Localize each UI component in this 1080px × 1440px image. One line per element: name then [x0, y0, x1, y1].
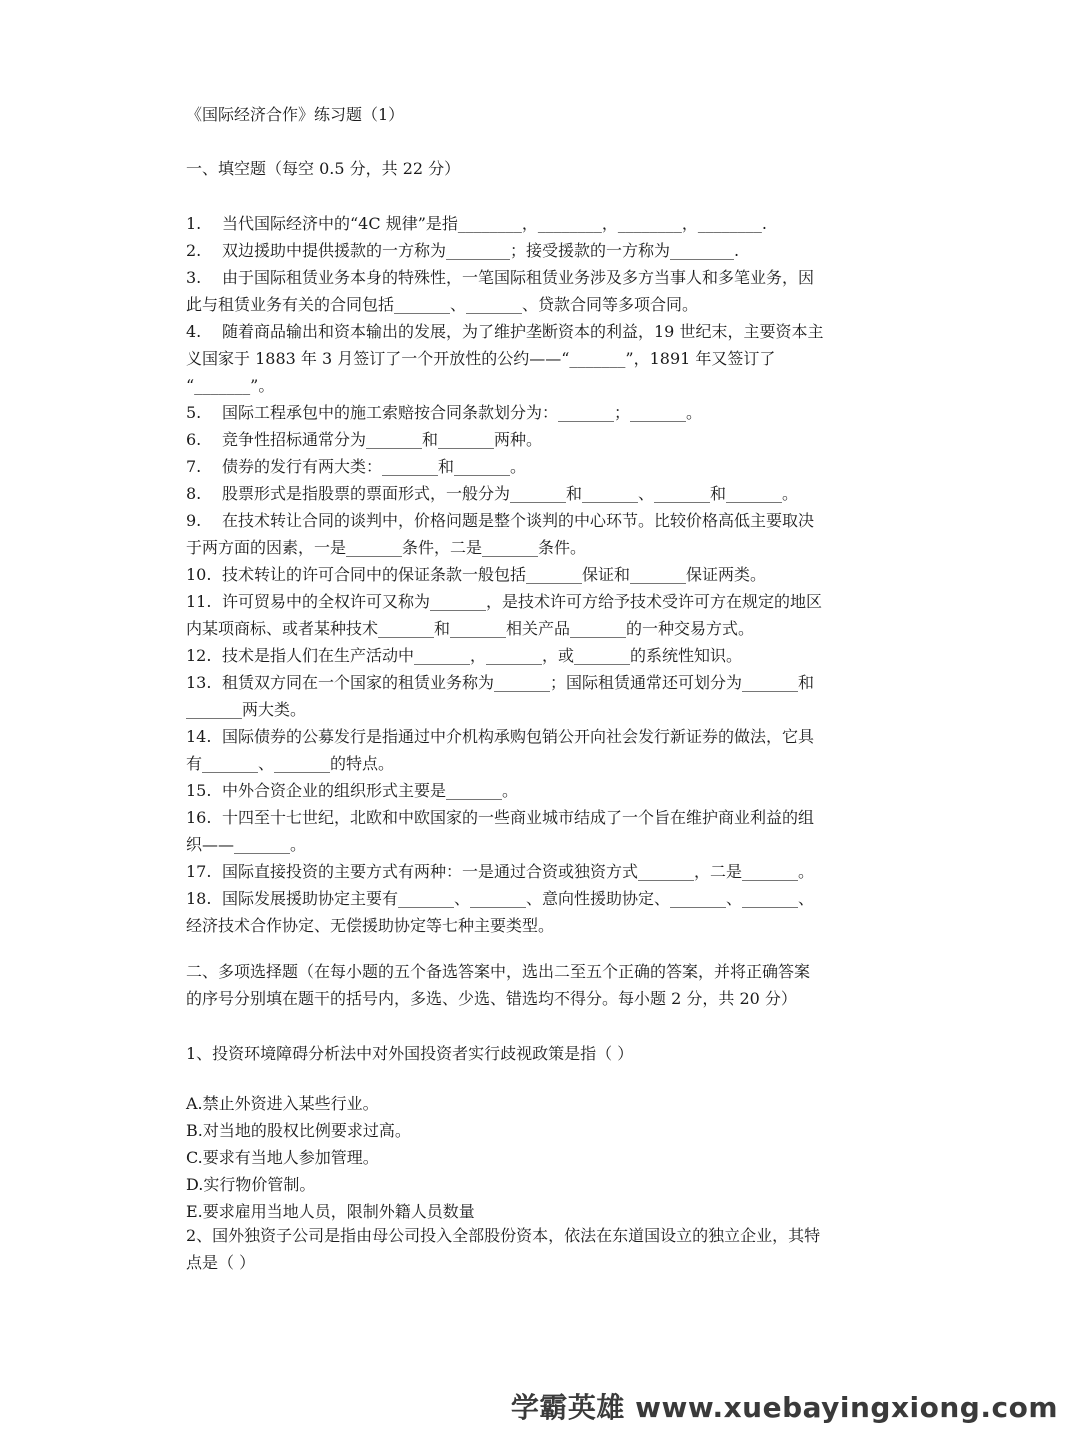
- fill-item-text: 随着商品输出和资本输出的发展，为了维护垄断资本的利益，19 世纪末，主要资本主: [222, 322, 824, 341]
- document-title: 《国际经济合作》练习题（1）: [186, 105, 405, 124]
- fill-item-line: [186, 561, 896, 588]
- fill-item-text: 双边援助中提供援款的一方称为________；接受援款的一方称为________.: [222, 241, 740, 260]
- fill-item-line: [186, 210, 896, 237]
- fill-item-line: [186, 777, 896, 804]
- fill-item-text: 许可贸易中的全权许可又称为_______，是技术许可方给予技术受许可方在规定的地区: [222, 592, 823, 611]
- fill-item-line: [186, 615, 896, 642]
- fill-item-line: [186, 372, 896, 399]
- fill-item-text: “_______”。: [186, 376, 275, 395]
- fill-item-line: [186, 453, 896, 480]
- fill-item-number: 2.: [186, 241, 202, 260]
- fill-item-number: 13.: [186, 673, 212, 692]
- fill-item-text: 织——_______。: [186, 835, 307, 854]
- fill-item-text: 国际直接投资的主要方式有两种：一是通过合资或独资方式_______，二是_______。: [222, 862, 815, 881]
- mc-question-2: [186, 1222, 898, 1276]
- fill-item-number: 11.: [186, 592, 212, 611]
- fill-item-line: [186, 480, 896, 507]
- fill-item-line: [186, 696, 896, 723]
- fill-item-line: [186, 804, 896, 831]
- fill-item-text: 技术是指人们在生产活动中_______，_______，或_______的系统性知识。: [222, 646, 743, 665]
- fill-item: [186, 237, 896, 264]
- fill-item-number: 6.: [186, 430, 202, 449]
- fill-item: [186, 669, 896, 723]
- fill-item-line: [186, 885, 896, 912]
- fill-item-line: [186, 534, 896, 561]
- fill-item-number: 1.: [186, 214, 202, 233]
- fill-item-number: 14.: [186, 727, 212, 746]
- fill-item: [186, 264, 896, 318]
- option-d: D.实行物价管制。: [186, 1175, 316, 1194]
- fill-item: [186, 399, 896, 426]
- fill-item-text: 由于国际租赁业务本身的特殊性，一笔国际租赁业务涉及多方当事人和多笔业务，因: [222, 268, 815, 287]
- fill-item-number: 5.: [186, 403, 202, 422]
- fill-item-line: [186, 912, 896, 939]
- fill-item: [186, 453, 896, 480]
- fill-item-text: 经济技术合作协定、无偿援助协定等七种主要类型。: [186, 916, 555, 935]
- site-watermark: 学霸英雄 www.xuebayingxiong.com: [510, 1391, 1058, 1424]
- fill-item: [186, 426, 896, 453]
- fill-item-number: 16.: [186, 808, 212, 827]
- mc-question-1: [186, 1040, 898, 1067]
- fill-item: [186, 777, 896, 804]
- fill-item-line: [186, 237, 896, 264]
- fill-item: [186, 858, 896, 885]
- fill-item-text: 当代国际经济中的“4C 规律”是指________，________，________，________.: [222, 214, 767, 233]
- fill-item-line: [186, 264, 896, 291]
- fill-item-text: 十四至十七世纪，北欧和中欧国家的一些商业城市结成了一个旨在维护商业利益的组: [222, 808, 815, 827]
- fill-item-line: [186, 669, 896, 696]
- fill-item: [186, 804, 896, 858]
- fill-item-text: 在技术转让合同的谈判中，价格问题是整个谈判的中心环节。比较价格高低主要取决: [222, 511, 815, 530]
- fill-item-line: [186, 345, 896, 372]
- option-c: C.要求有当地人参加管理。: [186, 1148, 379, 1167]
- fill-item-text: 此与租赁业务有关的合同包括_______、_______、贷款合同等多项合同。: [186, 295, 699, 314]
- fill-item-text: 股票形式是指股票的票面形式，一般分为_______和_______、_______和_______。: [222, 484, 799, 503]
- fill-item-text: 租赁双方同在一个国家的租赁业务称为_______；国际租赁通常还可划分为_______和: [222, 673, 815, 692]
- fill-item-number: 15.: [186, 781, 212, 800]
- fill-item-line: [186, 291, 896, 318]
- fill-item-text: 国际债券的公募发行是指通过中介机构承购包销公开向社会发行新证券的做法，它具: [222, 727, 815, 746]
- option-b: B.对当地的股权比例要求过高。: [186, 1121, 411, 1140]
- mc-question-1-text: 1、投资环境障碍分析法中对外国投资者实行歧视政策是指（ ）: [186, 1044, 634, 1063]
- fill-item: [186, 588, 896, 642]
- fill-item-text: 技术转让的许可合同中的保证条款一般包括_______保证和_______保证两类。: [222, 565, 767, 584]
- fill-item-line: [186, 858, 896, 885]
- fill-item: [186, 642, 896, 669]
- fill-item-line: [186, 723, 896, 750]
- fill-item: [186, 885, 896, 939]
- fill-item-number: 12.: [186, 646, 212, 665]
- fill-item-line: [186, 750, 896, 777]
- fill-item-line: [186, 642, 896, 669]
- section2-heading: [186, 958, 898, 1012]
- fill-item-number: 7.: [186, 457, 202, 476]
- fill-item: [186, 723, 896, 777]
- fill-item-line: [186, 318, 896, 345]
- section2-heading-line: 二、多项选择题（在每小题的五个备选答案中，选出二至五个正确的答案，并将正确答案: [186, 962, 811, 981]
- fill-item: [186, 210, 896, 237]
- fill-item-text: 债券的发行有两大类：_______和_______。: [222, 457, 527, 476]
- mc-question-1-options: [186, 1090, 886, 1225]
- fill-item-text: 内某项商标、或者某种技术_______和_______相关产品_______的一种交易方式。: [186, 619, 755, 638]
- fill-item: [186, 507, 896, 561]
- fill-item-number: 8.: [186, 484, 202, 503]
- fill-item-number: 4.: [186, 322, 202, 341]
- mc-question-2-line: 点是（ ）: [186, 1253, 256, 1272]
- fill-item: [186, 318, 896, 399]
- fill-item-number: 10.: [186, 565, 212, 584]
- fill-item-line: [186, 507, 896, 534]
- fill-item-line: [186, 831, 896, 858]
- fill-item-text: 国际发展援助协定主要有_______、_______、意向性援助协定、_______、_______、: [222, 889, 815, 908]
- mc-question-2-line: 2、国外独资子公司是指由母公司投入全部股份资本，依法在东道国设立的独立企业，其特: [186, 1226, 821, 1245]
- fill-item-text: 于两方面的因素，一是_______条件，二是_______条件。: [186, 538, 587, 557]
- fill-item-text: 竞争性招标通常分为_______和_______两种。: [222, 430, 543, 449]
- fill-item-text: _______两大类。: [186, 700, 307, 719]
- fill-item: [186, 480, 896, 507]
- fill-item-text: 国际工程承包中的施工索赔按合同条款划分为：_______；_______。: [222, 403, 703, 422]
- option-e: E.要求雇用当地人员，限制外籍人员数量: [186, 1202, 475, 1221]
- fill-item-number: 3.: [186, 268, 202, 287]
- fill-item-number: 17.: [186, 862, 212, 881]
- fill-item-text: 中外合资企业的组织形式主要是_______。: [222, 781, 519, 800]
- fill-item: [186, 561, 896, 588]
- fill-item-text: 有_______、_______的特点。: [186, 754, 395, 773]
- fill-item-number: 18.: [186, 889, 212, 908]
- fill-item-line: [186, 588, 896, 615]
- section2-heading-line: 的序号分别填在题干的括号内，多选、少选、错选均不得分。每小题 2 分，共 20 分）: [186, 989, 797, 1008]
- fill-item-line: [186, 426, 896, 453]
- section1-heading: 一、填空题（每空 0.5 分，共 22 分）: [186, 159, 461, 178]
- fill-item-text: 义国家于 1883 年 3 月签订了一个开放性的公约——“_______”，1891 年又签订了: [186, 349, 776, 368]
- fill-item-number: 9.: [186, 511, 202, 530]
- fill-item-line: [186, 399, 896, 426]
- option-a: A.禁止外资进入某些行业。: [186, 1094, 379, 1113]
